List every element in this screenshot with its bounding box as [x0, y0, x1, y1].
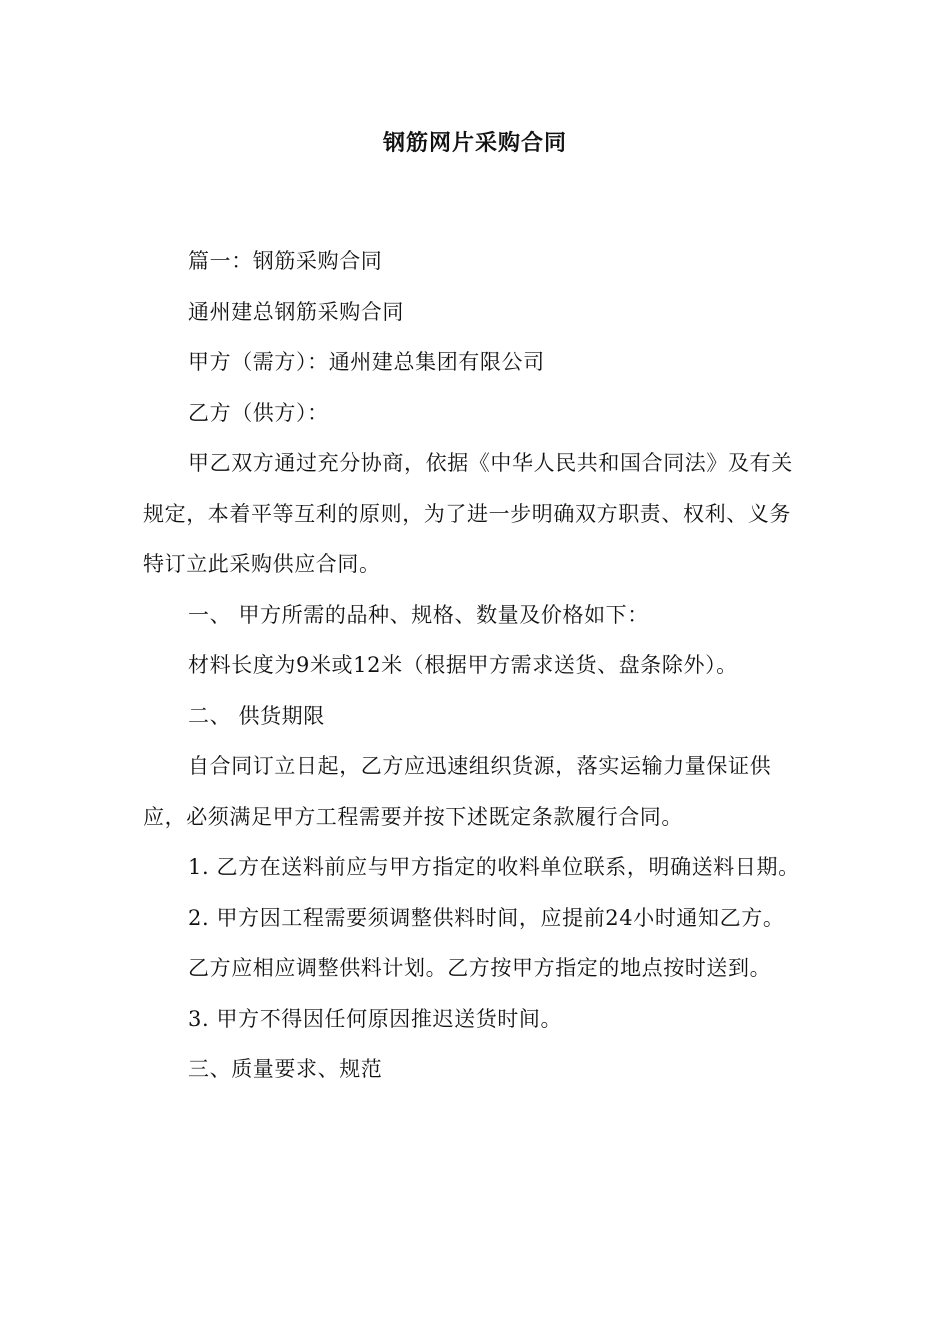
preamble-paragraph: 甲乙双方通过充分协商，依据《中华人民共和国合同法》及有关规定，本着平等互利的原则，为了进一步明确双方职责、权利、义务特订立此采购供应合同。: [143, 451, 793, 576]
clause-3-heading: 三、质量要求、规范: [188, 1057, 383, 1081]
clause-2-item-2-cont: 乙方应相应调整供料计划。乙方按甲方指定的地点按时送到。: [188, 956, 772, 980]
clause-2-item-2: 2. 甲方因工程需要须调整供料时间，应提前24小时通知乙方。: [188, 905, 785, 930]
clause-1-text: 材料长度为9米或12米（根据甲方需求送货、盘条除外）。: [188, 653, 738, 677]
party-b: 乙方（供方）：: [188, 400, 329, 425]
clause-2-text: 自合同订立日起，乙方应迅速组织货源，落实运输力量保证供应，必须满足甲方工程需要并按下述既定条款履行合同。: [143, 754, 772, 829]
contract-name: 通州建总钢筋采购合同: [188, 299, 404, 324]
clause-2-heading: 二、 供货期限: [188, 703, 325, 728]
clause-2-item-1: 1. 乙方在送料前应与甲方指定的收料单位联系，明确送料日期。: [188, 855, 800, 879]
document-title: 钢筋网片采购合同: [382, 131, 567, 156]
party-a: 甲方（需方）：通州建总集团有限公司: [188, 350, 545, 374]
document-body: [143, 236, 811, 1095]
section-heading: 篇一：钢筋采购合同: [188, 249, 383, 273]
clause-2-item-3: 3. 甲方不得因任何原因推迟送货时间。: [188, 1006, 563, 1031]
clause-1-heading: 一、 甲方所需的品种、规格、数量及价格如下：: [188, 602, 649, 627]
